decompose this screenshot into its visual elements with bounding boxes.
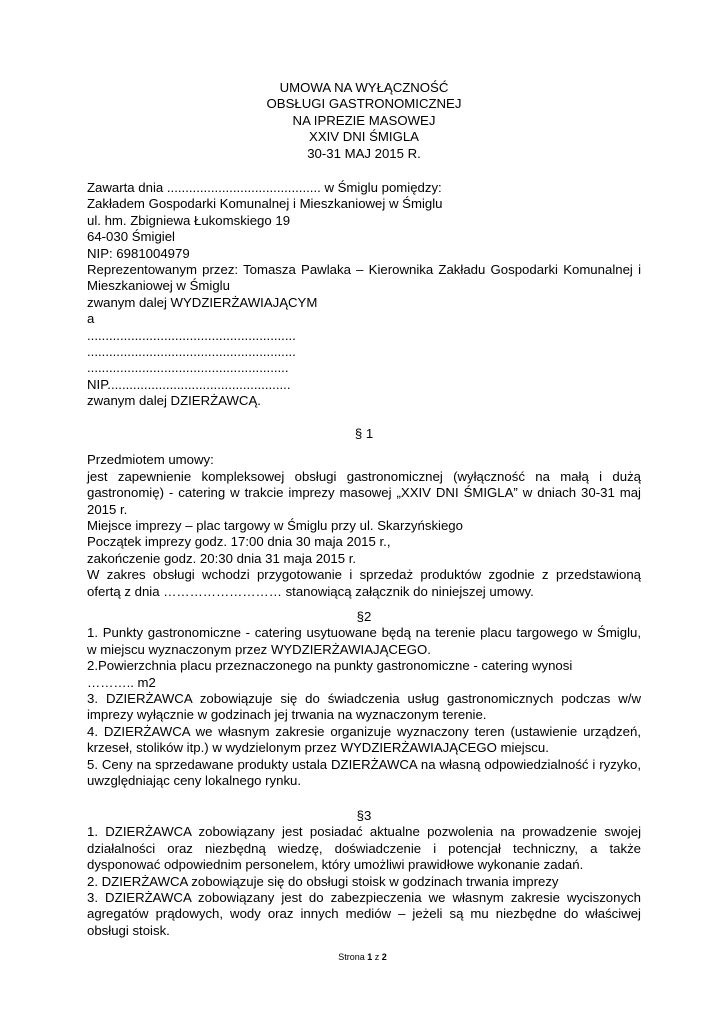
section-paragraph: Miejsce imprezy – plac targowy w Śmiglu przy ul. Skarzyńskiego: [87, 518, 463, 534]
lessor-designation: zwanym dalej WYDZIERŻAWIAJĄCYM: [87, 294, 318, 310]
section-paragraph: W zakres obsługi wchodzi przygotowanie i sprzedaż produktów zgodnie z przedstawioną ofertą z dnia ……………………… stanowiącą załącznik do niniejszej umowy.: [87, 567, 641, 599]
current-page-number: 1: [367, 952, 373, 962]
lessee-blank-line: .........................................................: [87, 344, 296, 360]
lessee-blank-line: .........................................................: [87, 327, 296, 343]
title-line: NA IPREZIE MASOWEJ: [292, 112, 436, 128]
total-pages-number: 2: [381, 952, 387, 962]
section-heading: §3: [356, 808, 372, 823]
section-heading: § 1: [354, 426, 374, 441]
section-paragraph: Przedmiotem umowy:: [87, 452, 214, 468]
title-line: XXIV DNI ŚMIGLA: [309, 129, 419, 145]
page-label: Strona: [338, 952, 365, 962]
lessor-name: Zakładem Gospodarki Komunalnej i Mieszkaniowej w Śmiglu: [87, 196, 443, 212]
lessor-street: ul. hm. Zbigniewa Łukomskiego 19: [87, 212, 291, 228]
lessee-blank-line: .......................................................: [87, 360, 289, 376]
section-paragraph: 2. DZIERŻAWCA zobowiązuje się do obsługi stoisk w godzinach trwania imprezy: [87, 873, 559, 889]
lessee-nip: NIP..................................................: [87, 376, 291, 392]
title-line: 30-31 MAJ 2015 R.: [307, 145, 421, 161]
section-3: [87, 808, 641, 939]
parties-block: [87, 180, 641, 410]
title-line: UMOWA NA WYŁĄCZNOŚĆ: [279, 80, 449, 95]
section-paragraph: 3. DZIERŻAWCA zobowiązuje się do świadczenia usług gastronomicznych podczas w/w imprezy wyłącznie w godzinach jej trwania na wyznaczonym terenie.: [87, 691, 641, 723]
section-paragraph: Początek imprezy godz. 17:00 dnia 30 maja 2015 r.,: [87, 534, 391, 550]
section-paragraph: 1. DZIERŻAWCA zobowiązany jest posiadać aktualne pozwolenia na prowadzenie swojej działalności oraz niezbędną wiedzę, doświadczenie i potencjał techniczny, a także dysponować odpowiednim personelem, który umożliwi prawidłowe wykonanie zadań.: [87, 824, 641, 873]
section-heading: §2: [356, 609, 372, 624]
section-paragraph: 4. DZIERŻAWCA we własnym zakresie organizuje wyznaczony teren (ustawienie urządzeń, krzeseł, stolików itp.) w wydzielonym przez WYDZIERŻAWIAJĄCEGO miejscu.: [87, 723, 641, 756]
page-separator: z: [374, 952, 380, 962]
section-paragraph: 3. DZIERŻAWCA zobowiązany jest do zabezpieczenia we własnym zakresie wyciszonych agregatów prądowych, wody oraz innych mediów – jeżeli są mu niezbędne do właściwej obsługi stoisk.: [87, 890, 641, 938]
section-2: [87, 609, 641, 789]
lessee-designation: zwanym dalej DZIERŻAWCĄ.: [87, 393, 261, 409]
lessor-representative: Reprezentowanym przez: Tomasza Pawlaka – Kierownika Zakładu Gospodarki Komunalnej i Mieszkaniowej w Śmiglu: [87, 262, 641, 294]
section-paragraph: 2.Powierzchnia placu przeznaczonego na punkty gastronomiczne - catering wynosi: [87, 658, 573, 674]
section-paragraph: 1. Punkty gastronomiczne - catering usytuowane będą na terenie placu targowego w Śmiglu, w miejscu wyznaczonym przez WYDZIERŻAWIAJĄCEGO.: [87, 625, 641, 657]
section-1: [87, 426, 641, 600]
document-title: [87, 80, 641, 162]
section-paragraph: 5. Ceny na sprzedawane produkty ustala DZIERŻAWCA na własną odpowiedzialność i ryzyko, uwzględniając ceny lokalnego rynku.: [87, 756, 641, 789]
contract-date-line: Zawarta dnia .......................................... w Śmiglu pomiędzy:: [87, 180, 442, 195]
lessor-city: 64-030 Śmigiel: [87, 229, 175, 245]
title-line: OBSŁUGI GASTRONOMICZNEJ: [266, 96, 462, 112]
conjunction: a: [87, 311, 95, 327]
lessor-nip: NIP: 6981004979: [87, 245, 190, 261]
section-paragraph: zakończenie godz. 20:30 dnia 31 maja 2015 r.: [87, 550, 357, 566]
section-paragraph: ……….. m2: [87, 674, 156, 690]
section-paragraph: jest zapewnienie kompleksowej obsługi gastronomicznej (wyłączność na małą i dużą gastronomię) - catering w trakcie imprezy masowej „XXIV DNI ŚMIGLA” w dniach 30-31 maj 2015 r.: [87, 468, 641, 517]
page-footer: [0, 952, 725, 962]
